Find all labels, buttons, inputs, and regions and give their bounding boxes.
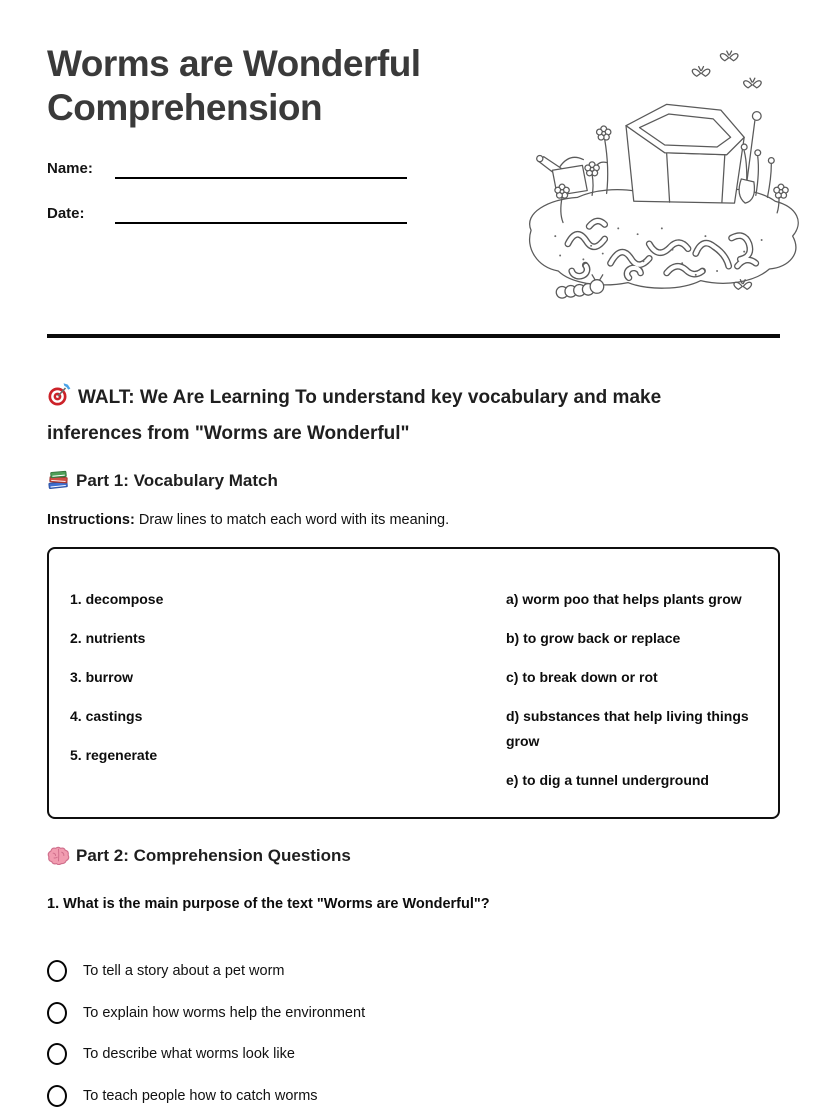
books-emoji-icon bbox=[47, 469, 70, 490]
butterfly-icon bbox=[720, 51, 738, 61]
vocab-meaning: a) worm poo that helps plants grow bbox=[506, 591, 742, 607]
header bbox=[47, 42, 780, 334]
vocab-meaning: c) to break down or rot bbox=[506, 669, 658, 685]
vocabulary-match-box bbox=[47, 547, 780, 819]
butterfly-icon bbox=[744, 78, 762, 88]
section-divider bbox=[47, 334, 780, 338]
worms-group bbox=[568, 221, 756, 278]
instructions-label: Instructions: bbox=[47, 512, 135, 528]
vocab-meanings-column bbox=[506, 587, 754, 793]
walt-heading bbox=[47, 380, 712, 452]
date-field-row bbox=[47, 205, 407, 224]
target-emoji-icon bbox=[47, 383, 71, 407]
date-label: Date: bbox=[47, 205, 85, 222]
option-label: To explain how worms help the environment bbox=[83, 1004, 366, 1021]
date-line[interactable] bbox=[115, 206, 407, 224]
butterfly-icon bbox=[692, 67, 710, 77]
vocab-word: 2. nutrients bbox=[70, 630, 146, 646]
vocab-meaning: d) substances that help living things grow bbox=[506, 708, 749, 749]
page-title: Worms are Wonderful Comprehension bbox=[47, 43, 421, 128]
radio-button[interactable] bbox=[47, 1002, 67, 1024]
radio-button[interactable] bbox=[47, 960, 67, 982]
vocab-words-column bbox=[70, 587, 506, 793]
answer-option[interactable] bbox=[47, 1085, 780, 1107]
name-label: Name: bbox=[47, 160, 93, 177]
question-1: 1. What is the main purpose of the text "Worms are Wonderful"? bbox=[47, 896, 490, 912]
planter bbox=[626, 104, 744, 203]
radio-button[interactable] bbox=[47, 1043, 67, 1065]
answer-option[interactable] bbox=[47, 1002, 780, 1024]
name-line[interactable] bbox=[115, 161, 407, 179]
vocab-meaning: b) to grow back or replace bbox=[506, 630, 681, 646]
walt-text: WALT: We Are Learning To understand key vocabulary and make inferences from "Worms are Wonderful" bbox=[47, 387, 662, 444]
name-field-row bbox=[47, 160, 407, 179]
option-label: To teach people how to catch worms bbox=[83, 1087, 318, 1104]
vocab-word: 5. regenerate bbox=[70, 747, 158, 763]
option-label: To tell a story about a pet worm bbox=[83, 963, 285, 979]
part1-instructions bbox=[47, 510, 780, 531]
brain-emoji-icon bbox=[47, 845, 70, 865]
question-1-options bbox=[47, 960, 780, 1107]
vocab-word: 3. burrow bbox=[70, 669, 134, 685]
part1-heading bbox=[47, 468, 780, 494]
vocab-word: 4. castings bbox=[70, 708, 143, 724]
garden-worms-illustration bbox=[502, 46, 812, 308]
option-label: To describe what worms look like bbox=[83, 1046, 295, 1062]
answer-option[interactable] bbox=[47, 960, 780, 982]
instructions-text: Draw lines to match each word with its meaning. bbox=[138, 512, 450, 528]
part2-heading bbox=[47, 843, 780, 869]
radio-button[interactable] bbox=[47, 1085, 67, 1107]
part2-heading-text: Part 2: Comprehension Questions bbox=[76, 846, 351, 865]
vocab-word: 1. decompose bbox=[70, 591, 164, 607]
vocab-meaning: e) to dig a tunnel underground bbox=[506, 772, 709, 788]
part1-heading-text: Part 1: Vocabulary Match bbox=[76, 471, 278, 490]
answer-option[interactable] bbox=[47, 1043, 780, 1065]
